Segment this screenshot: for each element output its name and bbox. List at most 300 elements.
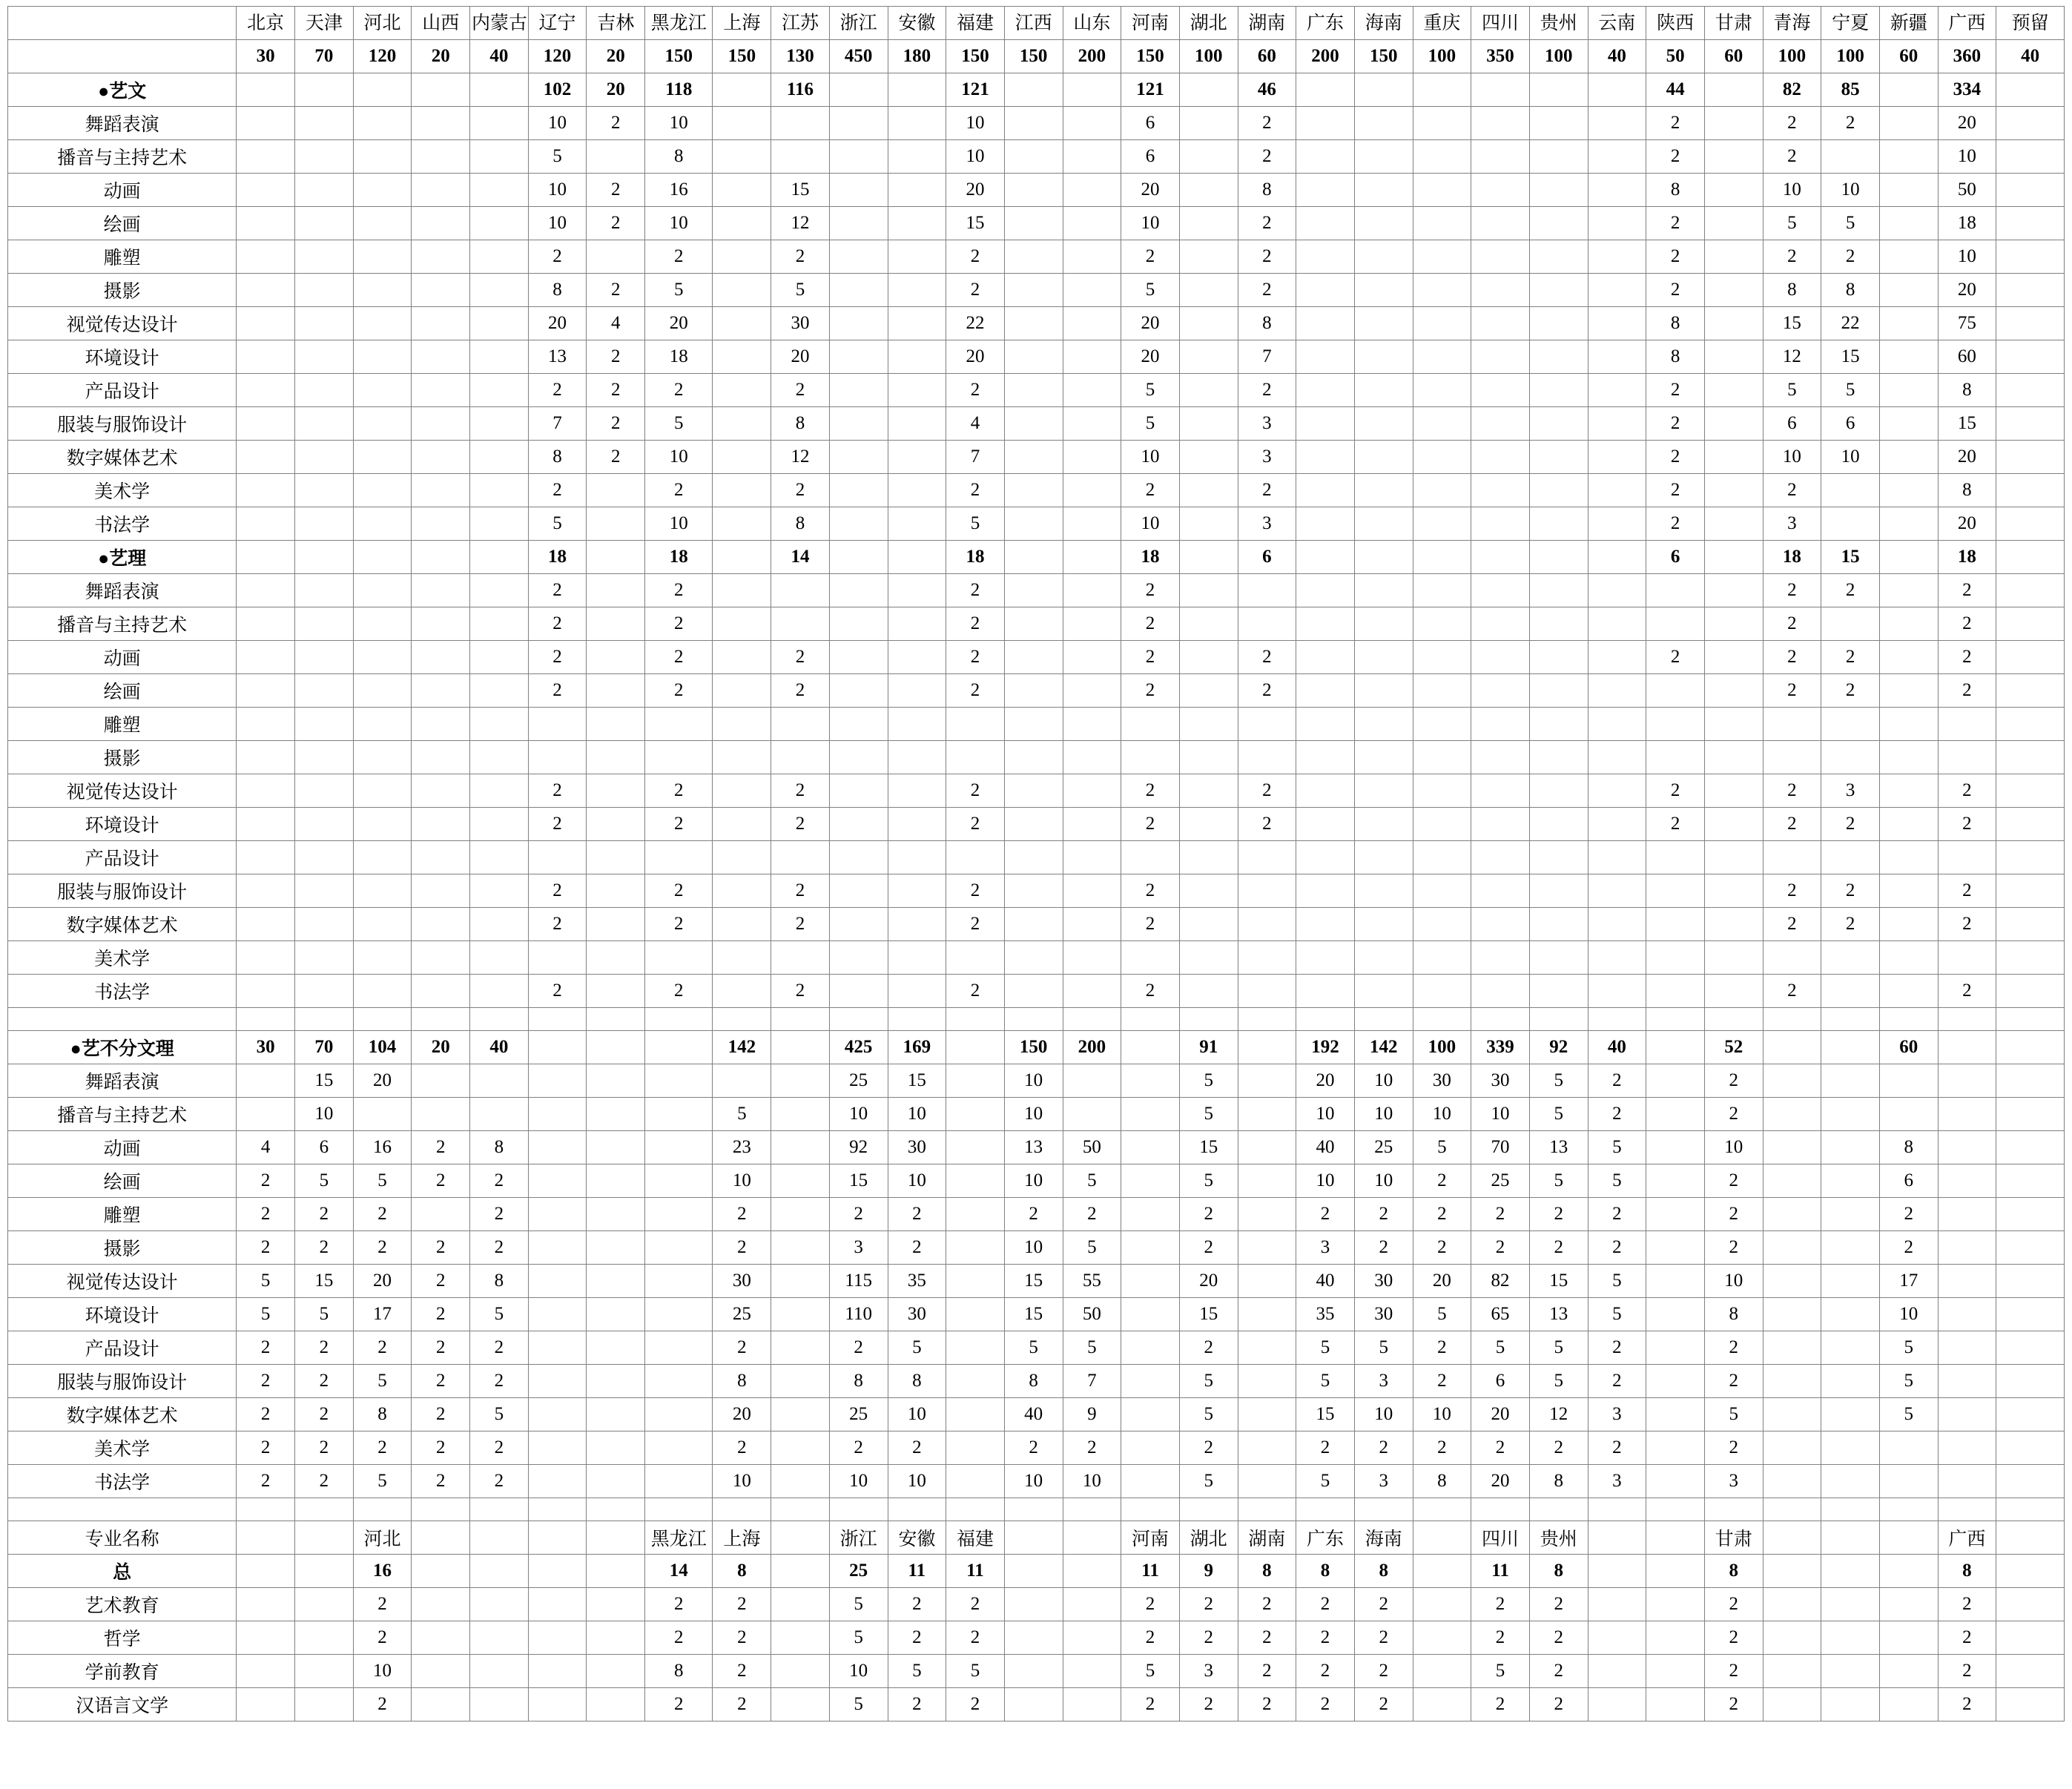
data-cell: 2 bbox=[587, 207, 645, 240]
data-cell: 5 bbox=[1179, 1465, 1238, 1498]
data-cell: 3 bbox=[1763, 507, 1821, 541]
data-cell: 60 bbox=[1879, 40, 1938, 73]
data-cell: 25 bbox=[829, 1398, 888, 1431]
data-cell bbox=[1004, 407, 1063, 441]
data-cell bbox=[1004, 1521, 1063, 1555]
data-cell bbox=[295, 474, 354, 507]
data-cell bbox=[771, 1098, 830, 1131]
data-cell bbox=[1879, 240, 1938, 274]
data-cell bbox=[1063, 841, 1121, 874]
data-cell bbox=[1996, 1131, 2065, 1164]
row-label: 动画 bbox=[8, 1131, 237, 1164]
data-cell: 8 bbox=[771, 507, 830, 541]
data-cell bbox=[470, 174, 529, 207]
data-cell bbox=[645, 841, 713, 874]
data-cell bbox=[1996, 1521, 2065, 1555]
data-cell bbox=[353, 541, 412, 574]
data-cell: 2 bbox=[1238, 207, 1296, 240]
data-cell: 2 bbox=[587, 407, 645, 441]
data-cell bbox=[1704, 975, 1763, 1008]
data-cell bbox=[1063, 1655, 1121, 1688]
data-cell: 2 bbox=[1646, 474, 1705, 507]
data-cell bbox=[237, 841, 295, 874]
data-cell bbox=[713, 174, 771, 207]
data-cell: 2 bbox=[412, 1164, 470, 1198]
data-cell bbox=[1471, 874, 1530, 908]
data-cell: 100 bbox=[1529, 40, 1588, 73]
data-cell bbox=[237, 774, 295, 808]
data-cell bbox=[1413, 340, 1471, 374]
data-cell: 3 bbox=[1238, 441, 1296, 474]
data-cell bbox=[1879, 541, 1938, 574]
data-cell: 10 bbox=[1004, 1231, 1063, 1265]
data-cell bbox=[295, 941, 354, 975]
table-row bbox=[8, 274, 2065, 307]
data-cell bbox=[1879, 407, 1938, 441]
data-cell bbox=[412, 708, 470, 741]
data-cell bbox=[353, 307, 412, 340]
data-cell: 5 bbox=[1179, 1164, 1238, 1198]
data-cell bbox=[829, 207, 888, 240]
data-cell: 2 bbox=[1646, 140, 1705, 174]
data-cell bbox=[1179, 474, 1238, 507]
data-cell bbox=[1996, 174, 2065, 207]
data-cell bbox=[888, 808, 946, 841]
data-cell bbox=[295, 441, 354, 474]
data-cell: 2 bbox=[412, 1131, 470, 1164]
data-cell bbox=[946, 1431, 1005, 1465]
data-cell bbox=[237, 1008, 295, 1031]
data-cell bbox=[1996, 674, 2065, 708]
table-row bbox=[8, 40, 2065, 73]
data-cell bbox=[1471, 174, 1530, 207]
data-cell: 2 bbox=[1938, 975, 1996, 1008]
data-cell bbox=[1296, 574, 1355, 607]
data-cell bbox=[1879, 1688, 1938, 1722]
data-cell: 10 bbox=[1763, 174, 1821, 207]
data-cell: 2 bbox=[946, 607, 1005, 641]
data-cell bbox=[888, 1008, 946, 1031]
data-cell bbox=[237, 1655, 295, 1688]
data-cell bbox=[888, 941, 946, 975]
data-cell: 20 bbox=[1121, 174, 1180, 207]
data-cell: 2 bbox=[1646, 441, 1705, 474]
data-cell bbox=[1179, 73, 1238, 107]
data-cell bbox=[1996, 107, 2065, 140]
data-cell: 5 bbox=[237, 1298, 295, 1331]
data-cell bbox=[1063, 207, 1121, 240]
data-cell bbox=[1588, 1688, 1646, 1722]
data-cell: 120 bbox=[353, 40, 412, 73]
data-cell: 2 bbox=[1529, 1688, 1588, 1722]
data-cell bbox=[829, 641, 888, 674]
data-cell: 2 bbox=[1763, 240, 1821, 274]
data-cell bbox=[1004, 1008, 1063, 1031]
data-cell bbox=[412, 73, 470, 107]
data-cell: 9 bbox=[1179, 1555, 1238, 1588]
data-cell bbox=[1063, 374, 1121, 407]
data-cell bbox=[1529, 574, 1588, 607]
data-cell bbox=[946, 1164, 1005, 1198]
data-cell bbox=[1121, 708, 1180, 741]
row-label: 绘画 bbox=[8, 207, 237, 240]
data-cell bbox=[1646, 841, 1705, 874]
data-cell bbox=[1004, 274, 1063, 307]
data-cell: 3 bbox=[1588, 1465, 1646, 1498]
data-cell bbox=[1879, 307, 1938, 340]
table-row bbox=[8, 1555, 2065, 1588]
data-cell: 20 bbox=[645, 307, 713, 340]
data-cell bbox=[1646, 1031, 1705, 1064]
data-cell bbox=[1471, 641, 1530, 674]
data-cell bbox=[946, 708, 1005, 741]
data-cell bbox=[412, 874, 470, 908]
data-cell bbox=[1704, 941, 1763, 975]
data-cell bbox=[1529, 374, 1588, 407]
data-cell bbox=[353, 407, 412, 441]
data-cell bbox=[1063, 874, 1121, 908]
data-cell bbox=[888, 240, 946, 274]
data-cell: 10 bbox=[1121, 507, 1180, 541]
data-cell bbox=[1354, 407, 1413, 441]
data-cell: 8 bbox=[713, 1365, 771, 1398]
data-cell bbox=[1996, 774, 2065, 808]
data-cell bbox=[1296, 507, 1355, 541]
data-cell: 121 bbox=[1121, 73, 1180, 107]
data-cell bbox=[412, 340, 470, 374]
data-cell bbox=[1179, 1008, 1238, 1031]
data-cell bbox=[1238, 908, 1296, 941]
data-cell bbox=[829, 874, 888, 908]
header-cell-province: 北京 bbox=[237, 7, 295, 40]
data-cell bbox=[470, 274, 529, 307]
data-cell: 18 bbox=[528, 541, 587, 574]
data-cell: 2 bbox=[1471, 1198, 1530, 1231]
data-cell bbox=[888, 674, 946, 708]
data-cell bbox=[1121, 1431, 1180, 1465]
data-cell bbox=[295, 1655, 354, 1688]
data-cell bbox=[1296, 941, 1355, 975]
data-cell bbox=[946, 741, 1005, 774]
row-label: 雕塑 bbox=[8, 708, 237, 741]
table-row bbox=[8, 975, 2065, 1008]
data-cell: 2 bbox=[295, 1465, 354, 1498]
data-cell bbox=[1879, 774, 1938, 808]
data-cell: 2 bbox=[237, 1431, 295, 1465]
data-cell bbox=[1413, 441, 1471, 474]
data-cell: 13 bbox=[1529, 1298, 1588, 1331]
data-cell: 5 bbox=[1296, 1465, 1355, 1498]
data-cell bbox=[295, 1521, 354, 1555]
data-cell bbox=[1179, 340, 1238, 374]
data-cell bbox=[1588, 107, 1646, 140]
data-cell bbox=[1179, 841, 1238, 874]
data-cell bbox=[1179, 741, 1238, 774]
data-cell bbox=[1121, 1198, 1180, 1231]
row-label: 动画 bbox=[8, 174, 237, 207]
data-cell: 5 bbox=[829, 1688, 888, 1722]
data-cell: 30 bbox=[1471, 1064, 1530, 1098]
data-cell: 10 bbox=[1471, 1098, 1530, 1131]
data-cell: 6 bbox=[1238, 541, 1296, 574]
data-cell: 2 bbox=[645, 908, 713, 941]
data-cell bbox=[470, 1098, 529, 1131]
data-cell bbox=[1996, 73, 2065, 107]
data-cell: 2 bbox=[353, 1231, 412, 1265]
data-cell bbox=[1938, 1131, 1996, 1164]
row-label: 美术学 bbox=[8, 474, 237, 507]
data-cell bbox=[1063, 708, 1121, 741]
data-cell bbox=[1529, 808, 1588, 841]
data-cell bbox=[1704, 908, 1763, 941]
data-cell bbox=[1879, 1098, 1938, 1131]
data-cell bbox=[412, 808, 470, 841]
data-cell bbox=[1413, 1008, 1471, 1031]
data-cell: 8 bbox=[1646, 307, 1705, 340]
data-cell bbox=[1296, 641, 1355, 674]
data-cell bbox=[470, 441, 529, 474]
data-cell bbox=[1763, 841, 1821, 874]
header-cell-province: 甘肃 bbox=[1704, 7, 1763, 40]
data-cell bbox=[829, 741, 888, 774]
data-cell: 2 bbox=[1296, 1198, 1355, 1231]
data-cell bbox=[946, 1365, 1005, 1398]
data-cell bbox=[645, 1431, 713, 1465]
data-cell bbox=[1179, 874, 1238, 908]
data-cell bbox=[1413, 207, 1471, 240]
data-cell bbox=[771, 140, 830, 174]
data-cell bbox=[237, 274, 295, 307]
row-label bbox=[8, 1498, 237, 1521]
data-cell bbox=[771, 1331, 830, 1365]
data-cell: 118 bbox=[645, 73, 713, 107]
data-cell bbox=[412, 1655, 470, 1688]
data-cell: 2 bbox=[1704, 1655, 1763, 1688]
data-cell bbox=[1821, 708, 1880, 741]
data-cell bbox=[1879, 1521, 1938, 1555]
data-cell bbox=[1063, 407, 1121, 441]
data-cell bbox=[1996, 1008, 2065, 1031]
data-cell bbox=[829, 240, 888, 274]
data-cell: 16 bbox=[353, 1555, 412, 1588]
data-cell bbox=[295, 641, 354, 674]
table-row bbox=[8, 941, 2065, 975]
data-cell: 2 bbox=[1238, 107, 1296, 140]
data-cell: 10 bbox=[1704, 1265, 1763, 1298]
data-cell bbox=[1938, 741, 1996, 774]
data-cell: 40 bbox=[470, 1031, 529, 1064]
data-cell: 2 bbox=[771, 240, 830, 274]
row-label: 环境设计 bbox=[8, 808, 237, 841]
data-cell bbox=[888, 874, 946, 908]
row-label: 服装与服饰设计 bbox=[8, 407, 237, 441]
data-cell: 2 bbox=[353, 1588, 412, 1621]
data-cell: 5 bbox=[1529, 1098, 1588, 1131]
data-cell bbox=[587, 1331, 645, 1365]
data-cell bbox=[1996, 507, 2065, 541]
data-cell bbox=[1763, 1688, 1821, 1722]
data-cell: 150 bbox=[946, 40, 1005, 73]
data-cell bbox=[1529, 908, 1588, 941]
data-cell: 3 bbox=[1238, 407, 1296, 441]
data-cell bbox=[1996, 741, 2065, 774]
data-cell: 30 bbox=[888, 1131, 946, 1164]
table-row bbox=[8, 140, 2065, 174]
table-row bbox=[8, 774, 2065, 808]
data-cell: 2 bbox=[946, 975, 1005, 1008]
data-cell: 2 bbox=[1588, 1331, 1646, 1365]
data-cell: 2 bbox=[946, 808, 1005, 841]
data-cell bbox=[713, 274, 771, 307]
header-cell-province: 浙江 bbox=[829, 7, 888, 40]
data-cell: 2 bbox=[1821, 574, 1880, 607]
data-cell: 2 bbox=[1238, 1621, 1296, 1655]
data-cell bbox=[1996, 574, 2065, 607]
data-cell bbox=[888, 107, 946, 140]
data-cell: 25 bbox=[1354, 1131, 1413, 1164]
table-row bbox=[8, 474, 2065, 507]
data-cell bbox=[1646, 1555, 1705, 1588]
data-cell bbox=[353, 73, 412, 107]
data-cell bbox=[1004, 607, 1063, 641]
data-cell: 20 bbox=[1296, 1064, 1355, 1098]
data-cell: 5 bbox=[1121, 274, 1180, 307]
data-cell bbox=[470, 1555, 529, 1588]
data-cell: 2 bbox=[1529, 1655, 1588, 1688]
data-cell: 10 bbox=[713, 1164, 771, 1198]
data-cell bbox=[771, 1621, 830, 1655]
data-cell bbox=[587, 1064, 645, 1098]
data-cell: 2 bbox=[1763, 975, 1821, 1008]
data-cell bbox=[645, 1498, 713, 1521]
data-cell bbox=[1588, 1498, 1646, 1521]
data-cell bbox=[829, 674, 888, 708]
data-cell bbox=[829, 708, 888, 741]
row-label: 雕塑 bbox=[8, 1198, 237, 1231]
data-cell: 8 bbox=[645, 140, 713, 174]
data-cell bbox=[1354, 641, 1413, 674]
data-cell bbox=[237, 340, 295, 374]
data-cell bbox=[1238, 1398, 1296, 1431]
data-cell bbox=[1296, 374, 1355, 407]
data-cell: 5 bbox=[888, 1655, 946, 1688]
data-cell: 6 bbox=[1121, 107, 1180, 140]
data-cell: 上海 bbox=[713, 1521, 771, 1555]
data-cell bbox=[1763, 1064, 1821, 1098]
data-cell bbox=[1529, 1008, 1588, 1031]
data-cell: 2 bbox=[237, 1331, 295, 1365]
data-cell bbox=[1646, 1588, 1705, 1621]
data-cell bbox=[353, 808, 412, 841]
data-cell bbox=[1996, 808, 2065, 841]
data-cell: 2 bbox=[237, 1465, 295, 1498]
data-cell: 10 bbox=[645, 507, 713, 541]
data-cell: 65 bbox=[1471, 1298, 1530, 1331]
data-cell bbox=[1529, 507, 1588, 541]
data-cell bbox=[1763, 1365, 1821, 1398]
data-cell bbox=[1179, 140, 1238, 174]
data-cell: 2 bbox=[1238, 1688, 1296, 1722]
data-cell bbox=[353, 340, 412, 374]
data-cell: 3 bbox=[1238, 507, 1296, 541]
data-cell bbox=[1354, 774, 1413, 808]
data-cell: 2 bbox=[946, 874, 1005, 908]
data-cell bbox=[1529, 307, 1588, 340]
table-row bbox=[8, 1098, 2065, 1131]
data-cell: 11 bbox=[888, 1555, 946, 1588]
data-cell: 2 bbox=[528, 374, 587, 407]
data-cell bbox=[1004, 1655, 1063, 1688]
data-cell bbox=[470, 1064, 529, 1098]
data-cell bbox=[888, 174, 946, 207]
data-cell: 18 bbox=[645, 340, 713, 374]
data-cell: 2 bbox=[1121, 641, 1180, 674]
data-cell: 2 bbox=[645, 641, 713, 674]
data-cell bbox=[295, 841, 354, 874]
data-cell bbox=[1004, 874, 1063, 908]
data-cell bbox=[1704, 541, 1763, 574]
data-cell: 2 bbox=[1004, 1198, 1063, 1231]
data-cell bbox=[412, 674, 470, 708]
data-cell bbox=[946, 1131, 1005, 1164]
table-row bbox=[8, 1265, 2065, 1298]
row-label: ●艺理 bbox=[8, 541, 237, 574]
data-cell: 10 bbox=[1004, 1098, 1063, 1131]
data-cell bbox=[1238, 1265, 1296, 1298]
data-cell: 2 bbox=[1238, 774, 1296, 808]
data-cell bbox=[1938, 1008, 1996, 1031]
row-label: 绘画 bbox=[8, 1164, 237, 1198]
data-cell bbox=[1996, 1398, 2065, 1431]
data-cell bbox=[713, 541, 771, 574]
data-cell bbox=[1646, 1655, 1705, 1688]
data-cell bbox=[412, 441, 470, 474]
data-cell: 30 bbox=[1413, 1064, 1471, 1098]
data-cell bbox=[1004, 908, 1063, 941]
data-cell bbox=[1238, 941, 1296, 975]
data-cell: 5 bbox=[1121, 407, 1180, 441]
data-cell bbox=[1354, 507, 1413, 541]
data-cell bbox=[1996, 474, 2065, 507]
data-cell: 20 bbox=[412, 1031, 470, 1064]
data-cell: 3 bbox=[1704, 1465, 1763, 1498]
data-cell bbox=[1063, 274, 1121, 307]
row-label: 美术学 bbox=[8, 941, 237, 975]
data-cell bbox=[353, 1008, 412, 1031]
data-cell bbox=[1821, 1688, 1880, 1722]
data-cell: 20 bbox=[412, 40, 470, 73]
data-cell: 2 bbox=[412, 1398, 470, 1431]
data-cell: 20 bbox=[946, 340, 1005, 374]
data-cell bbox=[1354, 708, 1413, 741]
data-cell bbox=[1179, 708, 1238, 741]
data-cell bbox=[295, 507, 354, 541]
data-cell bbox=[528, 1064, 587, 1098]
data-cell bbox=[1179, 541, 1238, 574]
data-cell bbox=[1471, 741, 1530, 774]
data-cell: 2 bbox=[353, 1431, 412, 1465]
data-cell bbox=[1179, 441, 1238, 474]
data-cell bbox=[587, 841, 645, 874]
data-cell: 2 bbox=[1646, 641, 1705, 674]
data-cell: 5 bbox=[1529, 1164, 1588, 1198]
data-cell bbox=[1879, 374, 1938, 407]
table-body bbox=[8, 7, 2065, 1722]
data-cell: 10 bbox=[1938, 240, 1996, 274]
data-cell: 2 bbox=[888, 1431, 946, 1465]
data-cell: 2 bbox=[1646, 774, 1705, 808]
data-cell: 200 bbox=[1063, 40, 1121, 73]
